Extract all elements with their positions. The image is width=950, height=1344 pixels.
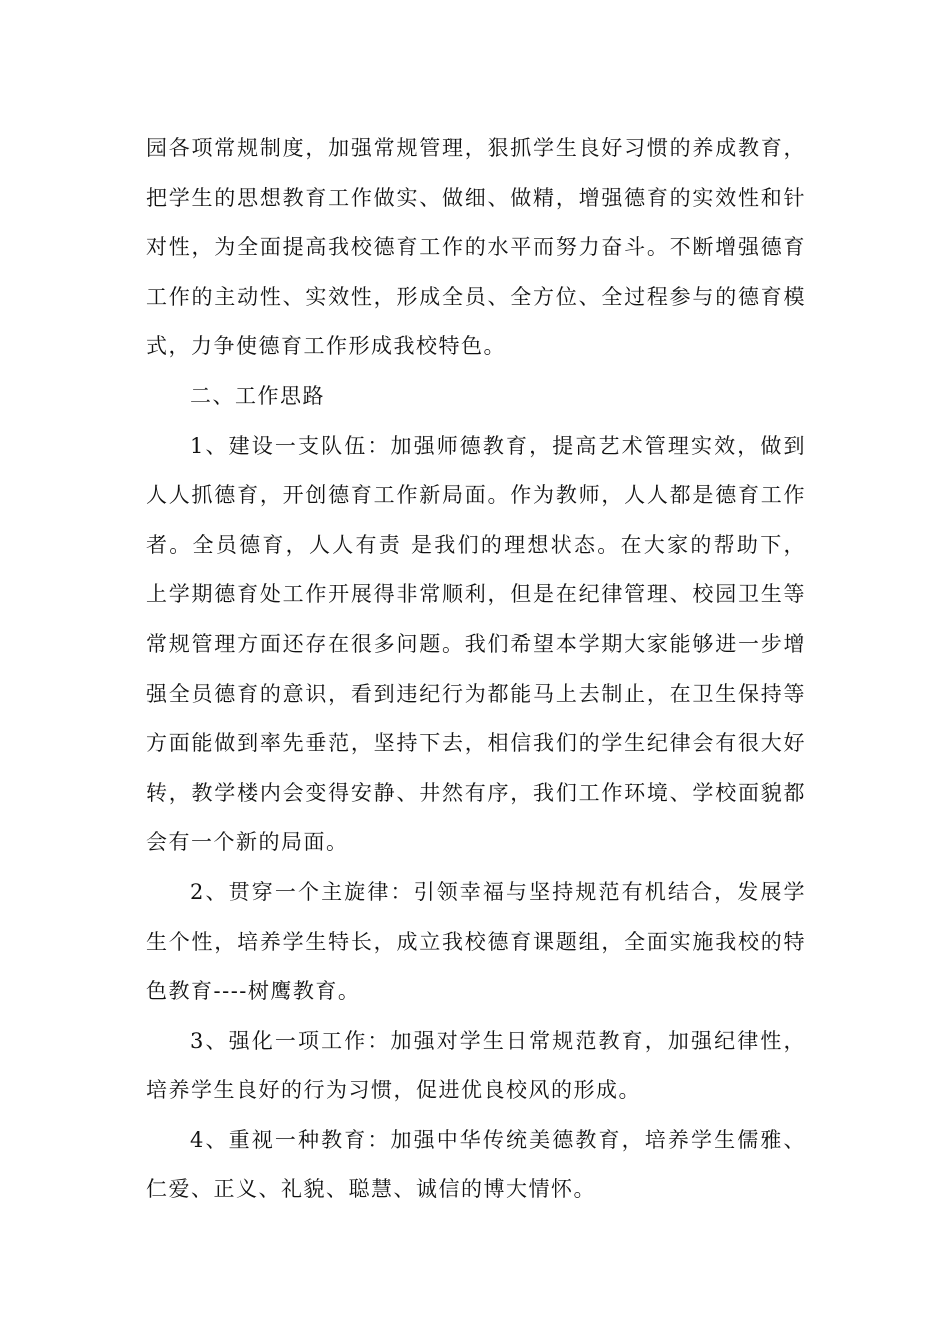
paragraph-item-1: 1、建设一支队伍：加强师德教育，提高艺术管理实效，做到人人抓德育，开创德育工作新局面。作为教师，人人都是德育工作者。全员德育，人人有责 是我们的理想状态。在大家的帮助下，上学期德育处工作开展得非常顺利，但是在纪律管理、校园卫生等常规管理方面还存在很多问题。我们希望本学期大家能够进一步增强全员德育的意识，看到违纪行为都能马上去制止，在卫生保持等方面能做到率先垂范，坚持下去，相信我们的学生纪律会有很大好转，教学楼内会变得安静、井然有序，我们工作环境、学校面貌都会有一个新的局面。 <box>146 433 806 855</box>
paragraph-continuation: 园各项常规制度，加强常规管理，狠抓学生良好习惯的养成教育，把学生的思想教育工作做实、做细、做精，增强德育的实效性和针对性，为全面提高我校德育工作的水平而努力奋斗。不断增强德育工作的主动性、实效性，形成全员、全方位、全过程参与的德育模式，力争使德育工作形成我校特色。 <box>146 136 806 359</box>
paragraph-item-4: 4、重视一种教育：加强中华传统美德教育，培养学生儒雅、仁爱、正义、礼貌、聪慧、诚信的博大情怀。 <box>146 1127 806 1202</box>
paragraph-item-2: 2、贯穿一个主旋律：引领幸福与坚持规范有机结合，发展学生个性，培养学生特长，成立我校德育课题组，全面实施我校的特色教育----树鹰教育。 <box>146 879 806 1004</box>
document-body <box>146 124 806 1215</box>
section-heading-work-approach: 二、工作思路 <box>190 383 325 408</box>
paragraph-item-3: 3、强化一项工作：加强对学生日常规范教育，加强纪律性，培养学生良好的行为习惯，促进优良校风的形成。 <box>146 1028 806 1103</box>
